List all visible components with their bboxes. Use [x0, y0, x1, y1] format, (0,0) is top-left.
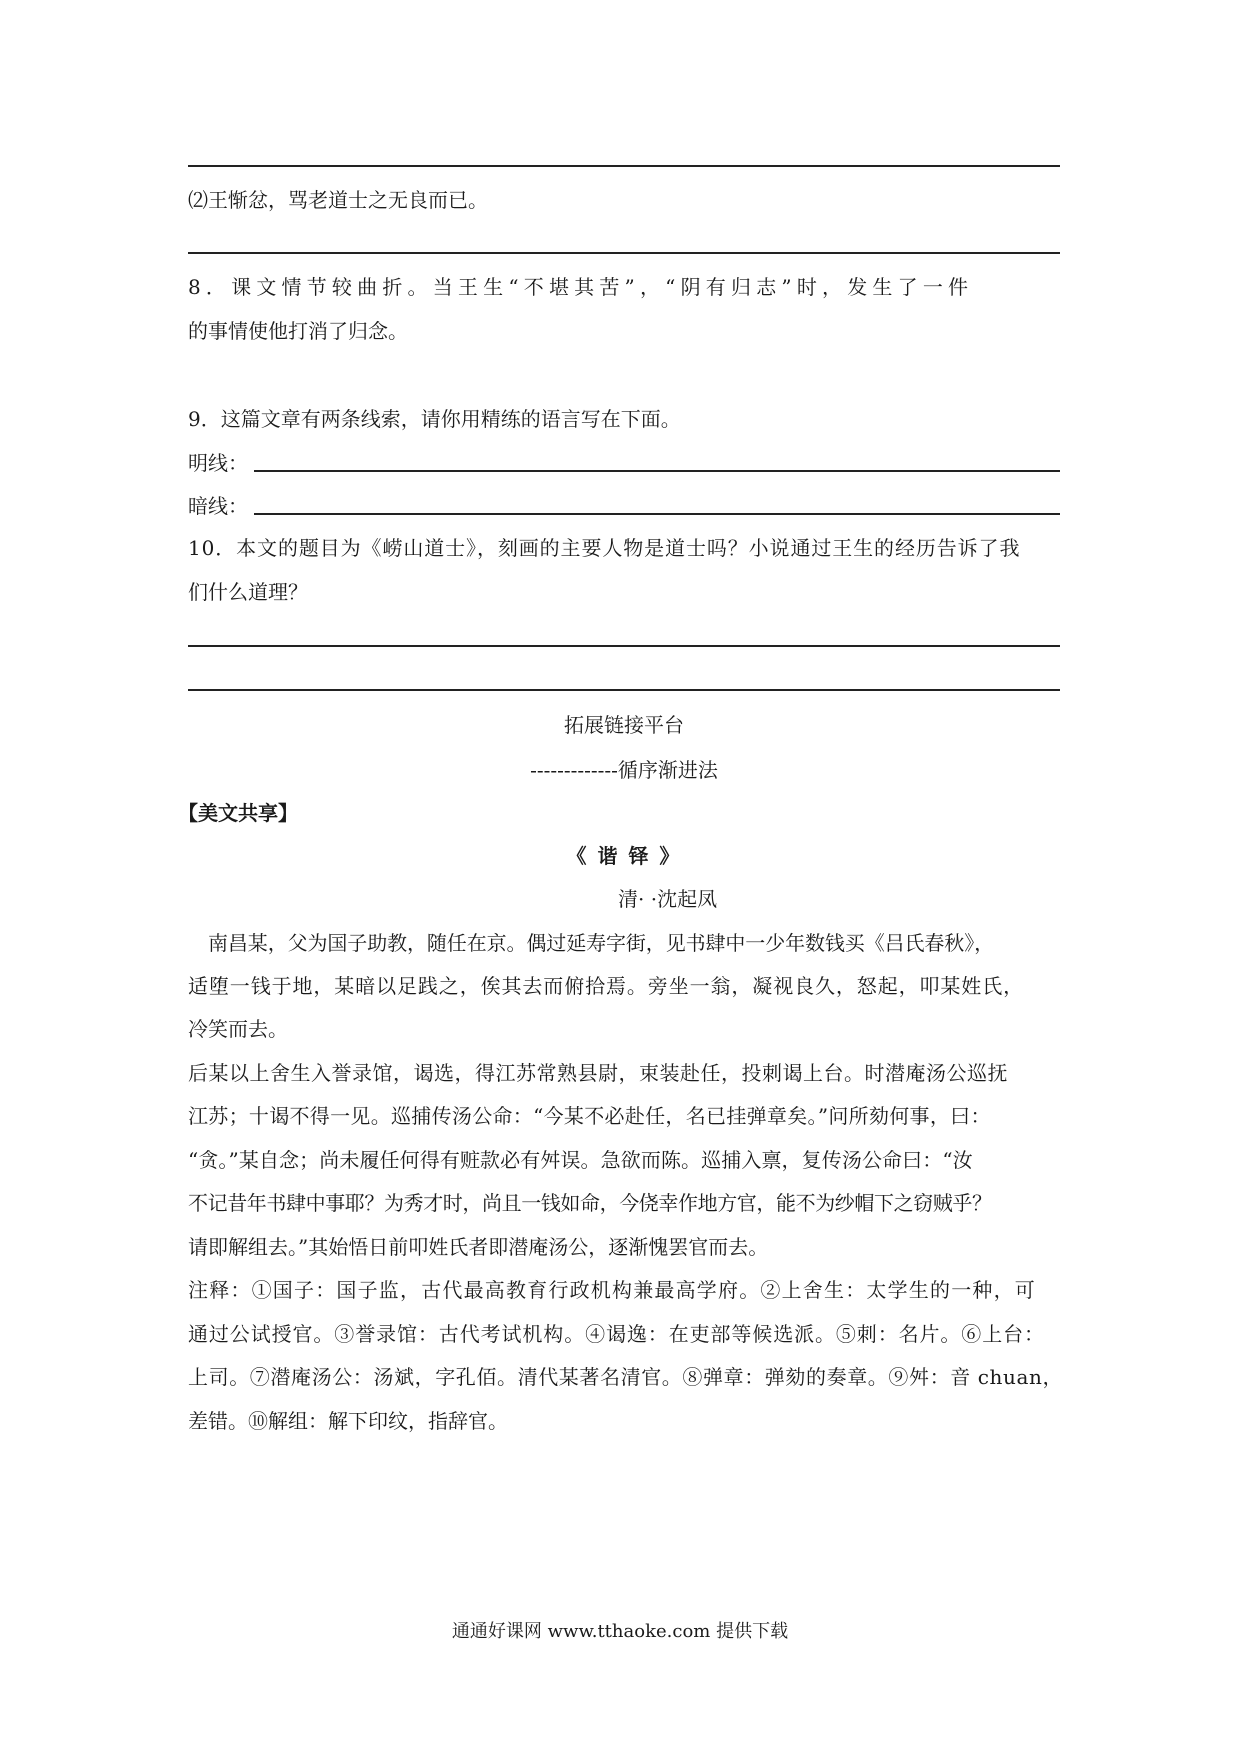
q9-clue2-label: 暗线：	[188, 494, 248, 518]
answer-line[interactable]	[188, 689, 1060, 691]
q8-line-2: 的事情使他打消了归念。	[188, 319, 408, 343]
essay-paragraph-line: 适堕一钱于地，某暗以足践之，俟其去而俯拾焉。旁坐一翁，凝视良久，怒起，叩某姓氏，	[188, 974, 1024, 998]
answer-line[interactable]	[188, 252, 1060, 254]
note-line: 差错。⑩解组：解下印纹，指辞官。	[188, 1409, 508, 1433]
clue1-answer-line[interactable]	[254, 470, 1060, 472]
note-line: 注释：①国子：国子监，古代最高教育行政机构兼最高学府。②上舍生：太学生的一种，可	[188, 1278, 1036, 1302]
extension-subheading: -------------循序渐进法	[530, 758, 718, 782]
q8-line-1: 8．课文情节较曲折。当王生“不堪其苦”，“阴有归志”时，发生了一件	[188, 275, 974, 299]
q10-line-1: 10．本文的题目为《崂山道士》，刻画的主要人物是道士吗？小说通过王生的经历告诉了我	[188, 536, 1021, 560]
essay-author: 清· ·沈起凤	[618, 887, 718, 911]
essay-paragraph-line: 请即解组去。”其始悟日前叩姓氏者即潜庵汤公，逐渐愧罢官而去。	[188, 1235, 769, 1259]
essay-paragraph-line: 后某以上舍生入誉录馆，谒选，得江苏常熟县尉，束装赴任，投刺谒上台。时潜庵汤公巡抚	[188, 1061, 1008, 1085]
note-line: 上司。⑦潜庵汤公：汤斌，字孔佰。清代某著名清官。⑧弹章：弹劾的奏章。⑨舛：音 chuan，	[188, 1365, 1064, 1389]
essay-paragraph-line: 江苏；十谒不得一见。巡捕传汤公命：“今某不必赴任，名已挂弹章矣。”问所劾何事，曰：	[188, 1104, 991, 1128]
answer-line[interactable]	[188, 165, 1060, 167]
essay-title: 《 谐 铎 》	[566, 844, 682, 868]
essay-paragraph-line: 冷笑而去。	[188, 1017, 288, 1041]
extension-heading: 拓展链接平台	[564, 713, 684, 737]
essay-paragraph-line: 不记昔年书肆中事耶？为秀才时，尚且一钱如命，今侥幸作地方官，能不为纱帽下之窃贼乎？	[188, 1191, 992, 1215]
q7-subquestion-2: ⑵王惭忿，骂老道士之无良而已。	[188, 188, 488, 212]
page-footer: 通通好课网 www.tthaoke.com 提供下载	[451, 1621, 789, 1642]
q9-clue1-label: 明线：	[188, 451, 248, 475]
section-label: 【美文共享】	[178, 801, 298, 825]
q10-line-2: 们什么道理？	[188, 580, 308, 604]
note-line: 通过公试授官。③誉录馆：古代考试机构。④谒逸：在吏部等候选派。⑤刺：名片。⑥上台：	[188, 1322, 1045, 1346]
answer-line[interactable]	[188, 645, 1060, 647]
essay-paragraph-line: “贪。”某自念；尚未履任何得有赃款必有舛误。急欲而陈。巡捕入禀，复传汤公命曰：“汝	[188, 1148, 973, 1172]
clue2-answer-line[interactable]	[254, 513, 1060, 515]
q9-prompt: 9．这篇文章有两条线索，请你用精练的语言写在下面。	[188, 407, 681, 431]
essay-paragraph-line: 南昌某，父为国子助教，随任在京。偶过延寿字街，见书肆中一少年数钱买《吕氏春秋》，	[208, 931, 994, 955]
